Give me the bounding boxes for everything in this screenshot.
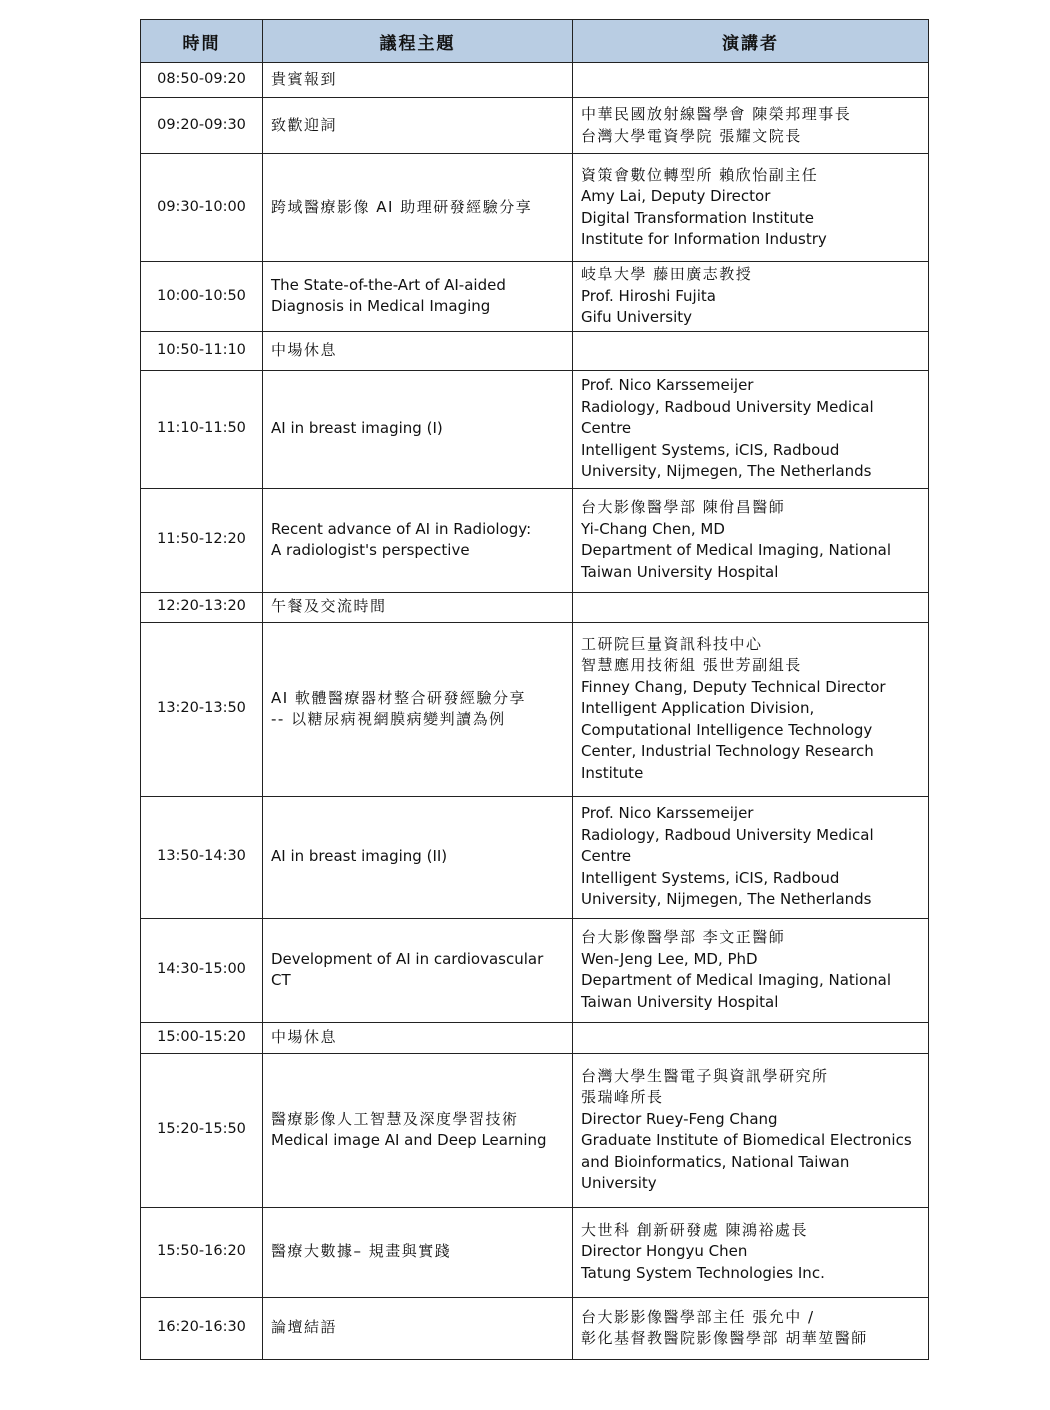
speaker-line: Prof. Hiroshi Fujita [581, 286, 716, 305]
agenda-body [141, 63, 929, 1360]
speaker-line: Institute [581, 763, 644, 782]
session-topic [263, 154, 573, 262]
topic-line: -- 以糖尿病視網膜病變判讀為例 [271, 710, 506, 728]
speaker-line: Centre [581, 847, 632, 866]
session-time: 11:50-12:20 [141, 488, 263, 592]
speaker-line: Graduate Institute of Biomedical Electronics [581, 1131, 912, 1149]
topic-line: 貴賓報到 [271, 70, 338, 89]
speaker-line: and Bioinformatics, National Taiwan [581, 1152, 850, 1171]
speaker-line: Department of Medical Imaging, National [581, 541, 891, 559]
session-topic [263, 622, 573, 796]
speaker-line: 台大影影像醫學部主任 張允中 / [581, 1307, 815, 1326]
session-time: 16:20-16:30 [141, 1297, 263, 1359]
session-topic [263, 331, 573, 370]
agenda-row [141, 98, 929, 154]
speaker-line: 智慧應用技術組 張世芳副組長 [581, 656, 802, 675]
speaker-line: Radiology, Radboud University Medical [581, 825, 874, 844]
session-time: 10:50-11:10 [141, 331, 263, 370]
topic-line: 跨域醫療影像 AI 助理研發經驗分享 [271, 197, 533, 216]
agenda-row [141, 1297, 929, 1359]
session-speaker [573, 154, 929, 262]
topic-line: Medical image AI and Deep Learning [271, 1131, 547, 1149]
topic-line: 醫療影像人工智慧及深度學習技術 [271, 1109, 519, 1128]
session-topic [263, 1207, 573, 1297]
session-speaker [573, 98, 929, 154]
topic-line: A radiologist's perspective [271, 541, 470, 559]
topic-line: CT [271, 971, 291, 989]
session-time: 09:20-09:30 [141, 98, 263, 154]
speaker-line: 台灣大學電資學院 張耀文院長 [581, 126, 802, 145]
speaker-line: Institute for Information Industry [581, 230, 827, 248]
topic-line: Diagnosis in Medical Imaging [271, 297, 491, 316]
header-row [141, 20, 929, 63]
session-time: 11:10-11:50 [141, 370, 263, 488]
speaker-line: 中華民國放射線醫學會 陳榮邦理事長 [581, 105, 852, 123]
session-speaker [573, 370, 929, 488]
session-topic [263, 370, 573, 488]
session-speaker [573, 918, 929, 1022]
speaker-line: 工研院巨量資訊科技中心 [581, 634, 763, 653]
agenda-row [141, 488, 929, 592]
topic-line: The State-of-the-Art of AI-aided [271, 275, 506, 294]
topic-line: 論壇結語 [271, 1318, 338, 1337]
session-time: 13:20-13:50 [141, 622, 263, 796]
speaker-line: Taiwan University Hospital [581, 562, 779, 581]
session-speaker [573, 488, 929, 592]
speaker-line: University, Nijmegen, The Netherlands [581, 890, 872, 909]
session-time: 15:20-15:50 [141, 1053, 263, 1207]
speaker-line: Amy Lai, Deputy Director [581, 187, 771, 205]
session-speaker [573, 262, 929, 332]
agenda-row [141, 262, 929, 332]
session-time: 14:30-15:00 [141, 918, 263, 1022]
speaker-line: 岐阜大學 藤田廣志教授 [581, 265, 753, 283]
speaker-line: Intelligent Systems, iCIS, Radboud [581, 868, 840, 887]
session-speaker [573, 592, 929, 622]
session-time: 10:00-10:50 [141, 262, 263, 332]
agenda-row [141, 1207, 929, 1297]
topic-line: 中場休息 [271, 1027, 338, 1046]
speaker-line: Digital Transformation Institute [581, 208, 815, 227]
speaker-line: Director Ruey-Feng Chang [581, 1109, 778, 1128]
speaker-line: 台大影像醫學部 陳佾昌醫師 [581, 498, 786, 516]
topic-line: Development of AI in cardiovascular [271, 949, 544, 968]
agenda-row [141, 1022, 929, 1053]
topic-line: AI 軟體醫療器材整合研發經驗分享 [271, 688, 526, 707]
session-topic [263, 488, 573, 592]
session-speaker [573, 331, 929, 370]
speaker-line: University, Nijmegen, The Netherlands [581, 462, 872, 481]
speaker-line: Finney Chang, Deputy Technical Director [581, 677, 886, 696]
speaker-line: Intelligent Application Division, [581, 699, 815, 718]
session-topic [263, 98, 573, 154]
topic-line: AI in breast imaging (I) [271, 419, 443, 438]
speaker-line: 台大影像醫學部 李文正醫師 [581, 928, 786, 946]
speaker-line: 資策會數位轉型所 賴欣怡副主任 [581, 165, 819, 184]
agenda-row [141, 370, 929, 488]
speaker-line: Department of Medical Imaging, National [581, 971, 891, 989]
header-topic: 議程主題 [263, 20, 573, 63]
speaker-line: University [581, 1174, 657, 1192]
session-time: 15:50-16:20 [141, 1207, 263, 1297]
session-time: 08:50-09:20 [141, 63, 263, 98]
speaker-line: Prof. Nico Karssemeijer [581, 804, 754, 823]
header-speaker: 演講者 [573, 20, 929, 63]
topic-line: 致歡迎詞 [271, 115, 338, 134]
topic-line: 醫療大數據– 規畫與實踐 [271, 1242, 452, 1261]
session-topic [263, 1297, 573, 1359]
agenda-row [141, 63, 929, 98]
speaker-line: Taiwan University Hospital [581, 992, 779, 1011]
session-time: 12:20-13:20 [141, 592, 263, 622]
session-topic [263, 592, 573, 622]
agenda-row [141, 592, 929, 622]
session-speaker [573, 796, 929, 918]
session-topic [263, 796, 573, 918]
agenda-row [141, 154, 929, 262]
speaker-line: 大世科 創新研發處 陳鴻裕處長 [581, 1220, 809, 1239]
session-speaker [573, 622, 929, 796]
session-topic [263, 1022, 573, 1053]
speaker-line: Director Hongyu Chen [581, 1242, 748, 1261]
session-time: 09:30-10:00 [141, 154, 263, 262]
session-speaker [573, 1053, 929, 1207]
topic-line: Recent advance of AI in Radiology: [271, 519, 532, 538]
topic-line: 午餐及交流時間 [271, 597, 387, 616]
speaker-line: Yi-Chang Chen, MD [581, 519, 725, 538]
session-topic [263, 63, 573, 98]
header-time: 時間 [141, 20, 263, 63]
speaker-line: 台灣大學生醫電子與資訊學研究所 [581, 1066, 829, 1085]
topic-line: 中場休息 [271, 340, 338, 359]
speaker-line: Centre [581, 419, 632, 438]
speaker-line: Intelligent Systems, iCIS, Radboud [581, 440, 840, 459]
agenda-table [140, 19, 929, 1360]
session-time: 13:50-14:30 [141, 796, 263, 918]
speaker-line: Tatung System Technologies Inc. [581, 1263, 825, 1282]
agenda-row [141, 331, 929, 370]
session-topic [263, 262, 573, 332]
session-topic [263, 1053, 573, 1207]
agenda-row [141, 622, 929, 796]
speaker-line: 張瑞峰所長 [581, 1088, 664, 1106]
session-time: 15:00-15:20 [141, 1022, 263, 1053]
speaker-line: Gifu University [581, 308, 693, 326]
session-topic [263, 918, 573, 1022]
speaker-line: Prof. Nico Karssemeijer [581, 376, 754, 395]
session-speaker [573, 1207, 929, 1297]
speaker-line: Computational Intelligence Technology [581, 720, 873, 739]
session-speaker [573, 1022, 929, 1053]
agenda-row [141, 918, 929, 1022]
session-speaker [573, 1297, 929, 1359]
speaker-line: Radiology, Radboud University Medical [581, 397, 874, 416]
speaker-line: 彰化基督教醫院影像醫學部 胡華堃醫師 [581, 1329, 868, 1347]
agenda-row [141, 796, 929, 918]
speaker-line: Wen-Jeng Lee, MD, PhD [581, 949, 758, 968]
topic-line: AI in breast imaging (II) [271, 847, 448, 866]
speaker-line: Center, Industrial Technology Research [581, 742, 874, 761]
session-speaker [573, 63, 929, 98]
agenda-row [141, 1053, 929, 1207]
